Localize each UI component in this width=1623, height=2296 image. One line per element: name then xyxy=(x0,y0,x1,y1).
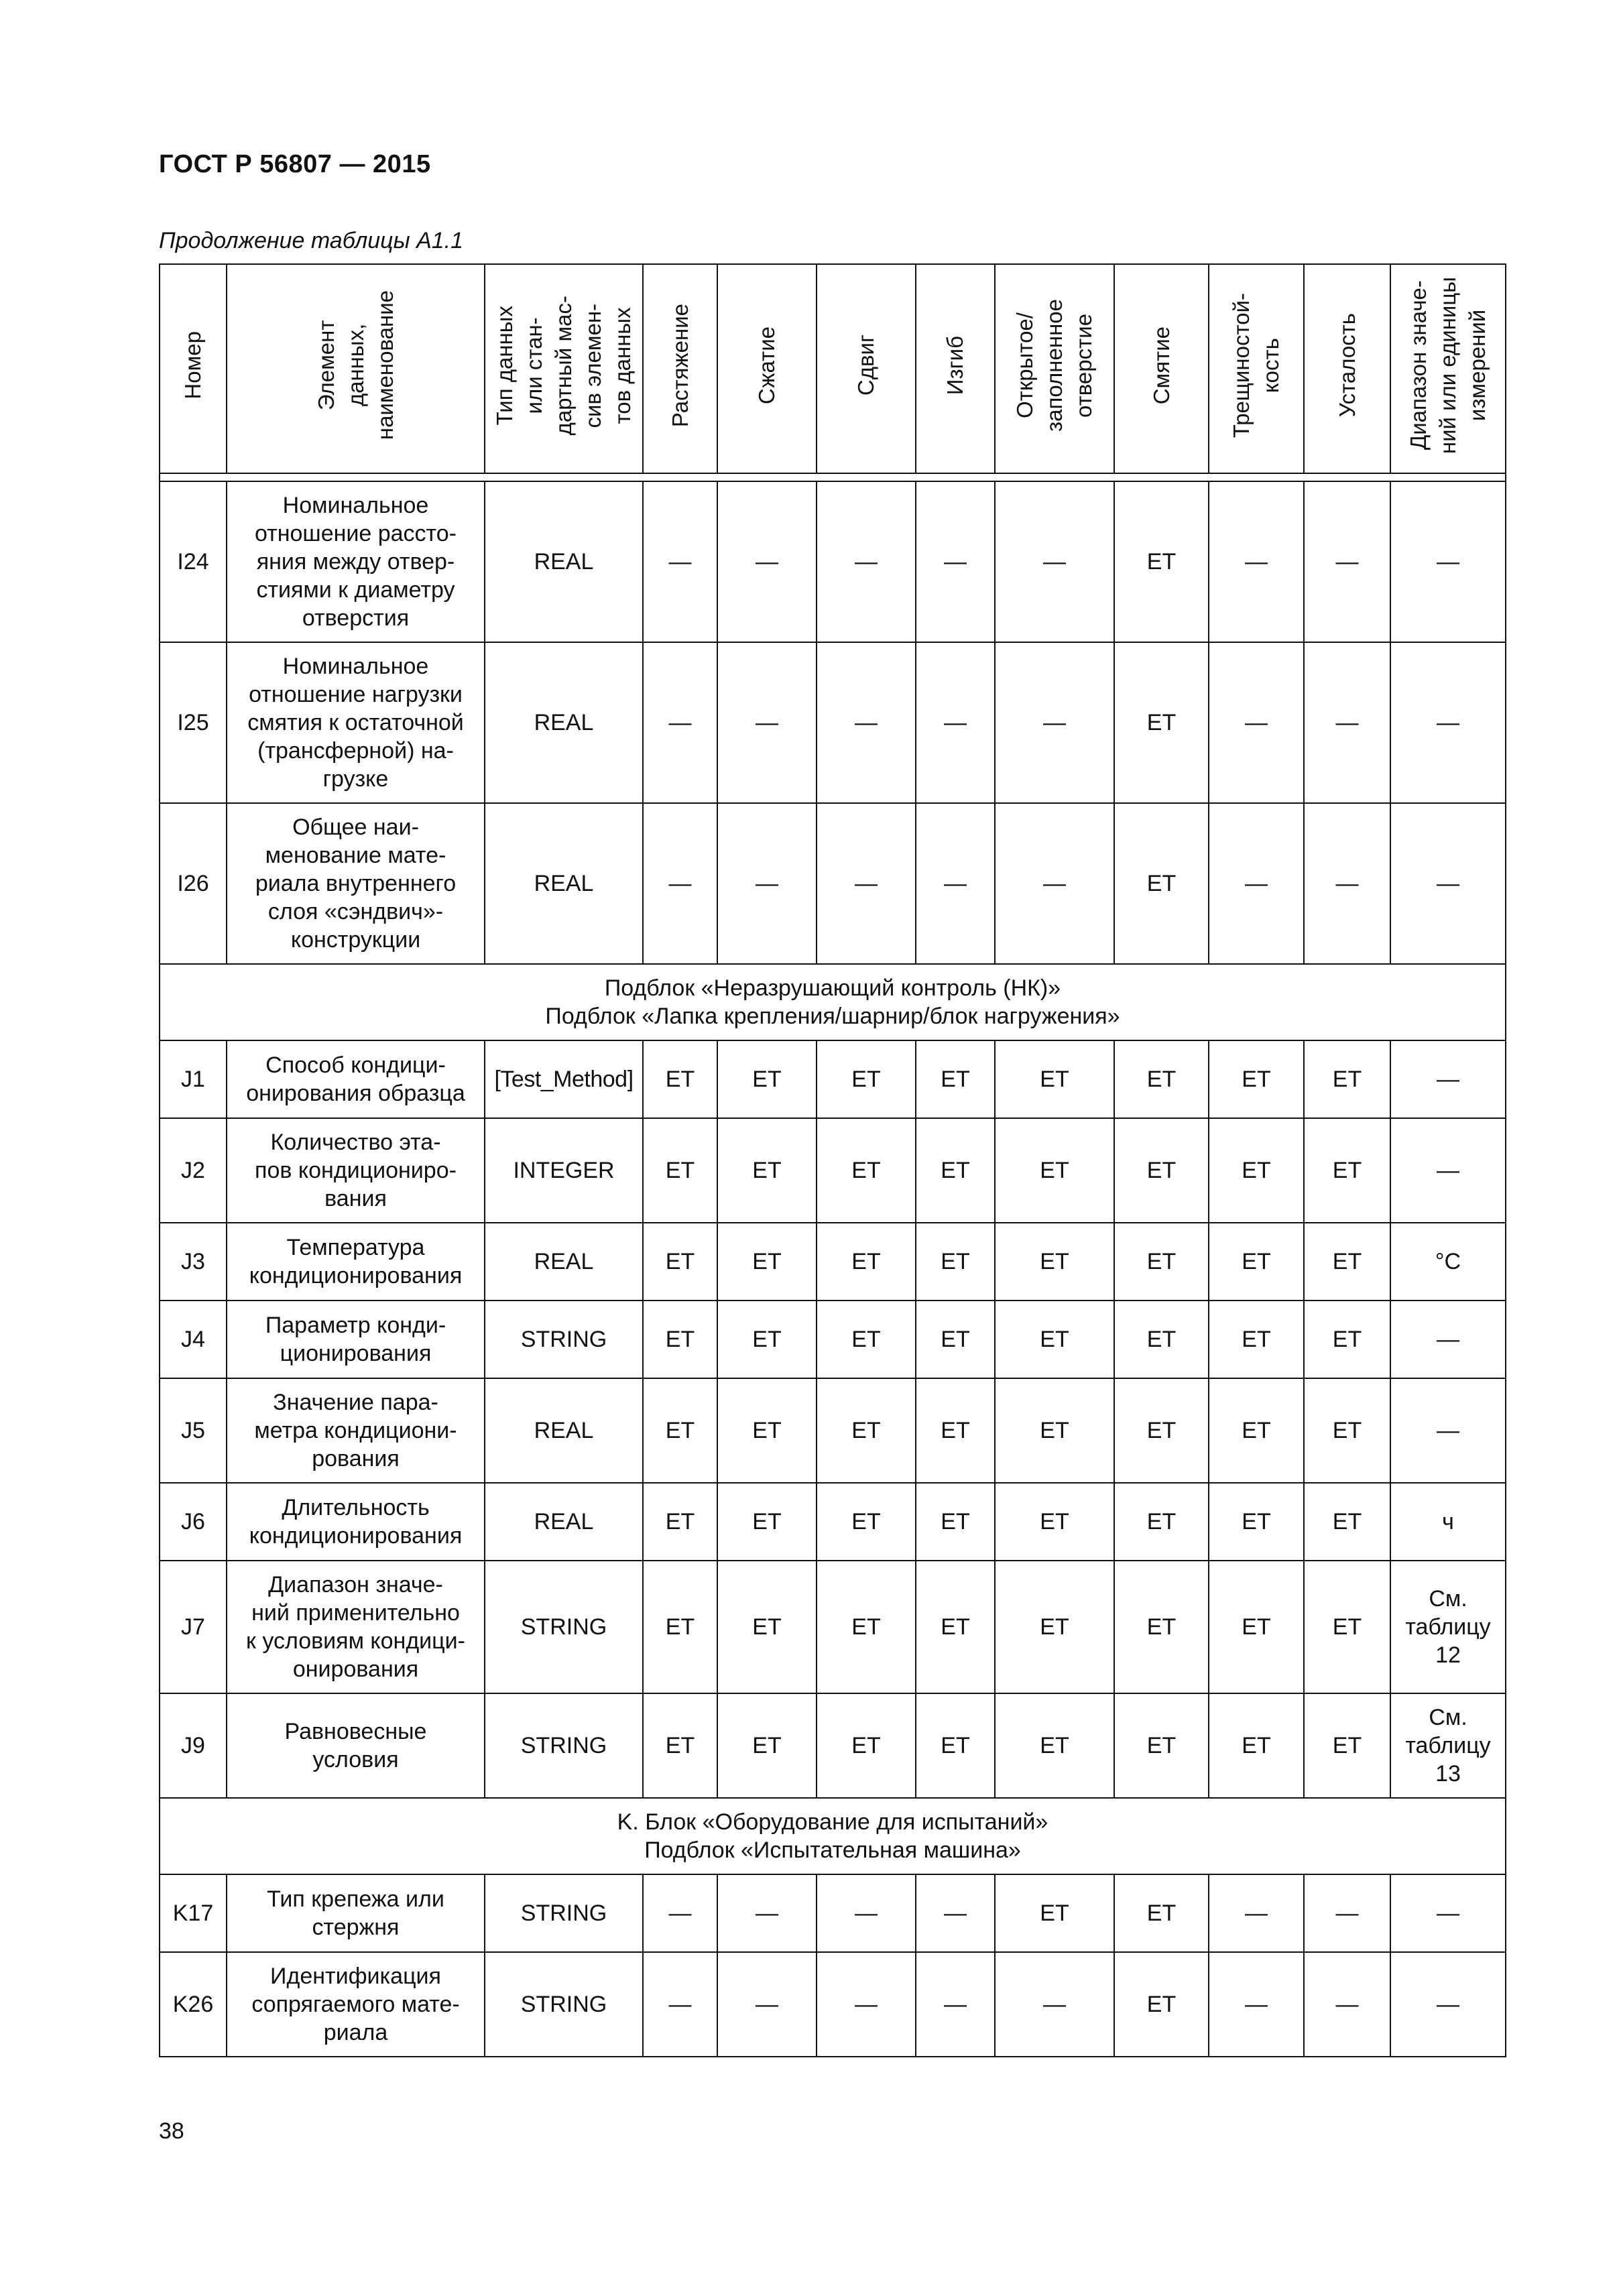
test-cell: ET xyxy=(717,1693,817,1798)
test-cell: — xyxy=(1304,803,1390,964)
test-cell: ET xyxy=(817,1223,916,1301)
column-header xyxy=(227,264,485,473)
row-number: J9 xyxy=(160,1693,227,1798)
row-number: J7 xyxy=(160,1561,227,1693)
test-cell: ET xyxy=(817,1378,916,1483)
test-cell: ET xyxy=(643,1040,717,1118)
test-cell: ET xyxy=(1114,803,1209,964)
test-cell: ET xyxy=(916,1223,995,1301)
column-header xyxy=(1304,264,1390,473)
test-cell: ET xyxy=(1209,1040,1304,1118)
row-number: J1 xyxy=(160,1040,227,1118)
row-number: J6 xyxy=(160,1483,227,1561)
test-cell: — xyxy=(1209,642,1304,803)
test-cell: ET xyxy=(717,1118,817,1223)
test-cell: ET xyxy=(643,1118,717,1223)
test-cell: — xyxy=(916,803,995,964)
section-row xyxy=(160,964,1506,1040)
column-header xyxy=(1390,264,1506,473)
row-number: K17 xyxy=(160,1874,227,1952)
test-cell: ET xyxy=(1114,1378,1209,1483)
column-header-label: Усталость xyxy=(1334,313,1360,418)
element-name: Диапазон значе- ний применительно к условиям кондици- онирования xyxy=(227,1561,485,1693)
test-cell: ET xyxy=(1304,1483,1390,1561)
test-cell: ET xyxy=(1209,1378,1304,1483)
test-cell: — xyxy=(1304,642,1390,803)
test-cell: — xyxy=(643,1952,717,2057)
test-cell: ET xyxy=(1304,1301,1390,1378)
data-type: STRING xyxy=(485,1693,643,1798)
test-cell: — xyxy=(817,803,916,964)
test-cell: ET xyxy=(916,1040,995,1118)
test-cell: — xyxy=(995,642,1114,803)
data-type: [Test_Method] xyxy=(485,1040,643,1118)
test-cell: — xyxy=(916,481,995,642)
data-type: STRING xyxy=(485,1561,643,1693)
element-name: Количество эта- пов кондициониро- вания xyxy=(227,1118,485,1223)
column-header-label: Номер xyxy=(180,331,205,400)
section-row xyxy=(160,1798,1506,1874)
test-cell: — xyxy=(1209,1952,1304,2057)
table-row xyxy=(160,1952,1506,2057)
test-cell: ET xyxy=(817,1118,916,1223)
table-caption: Продолжение таблицы А1.1 xyxy=(159,228,464,253)
column-header xyxy=(995,264,1114,473)
data-type: STRING xyxy=(485,1874,643,1952)
test-cell: ET xyxy=(817,1693,916,1798)
range-cell: — xyxy=(1390,1301,1506,1378)
range-cell: — xyxy=(1390,803,1506,964)
column-header xyxy=(817,264,916,473)
test-cell: ET xyxy=(717,1040,817,1118)
test-cell: ET xyxy=(817,1561,916,1693)
test-cell: — xyxy=(717,481,817,642)
test-cell: ET xyxy=(717,1223,817,1301)
column-header-label: Сжатие xyxy=(754,326,779,405)
range-cell: — xyxy=(1390,481,1506,642)
test-cell: ET xyxy=(643,1378,717,1483)
page-number: 38 xyxy=(159,2118,184,2144)
data-type: STRING xyxy=(485,1301,643,1378)
test-cell: ET xyxy=(1209,1223,1304,1301)
range-cell: См. таблицу 13 xyxy=(1390,1693,1506,1798)
test-cell: ET xyxy=(995,1118,1114,1223)
table-row xyxy=(160,1040,1506,1118)
test-cell: ET xyxy=(817,1483,916,1561)
data-type: REAL xyxy=(485,1378,643,1483)
test-cell: ET xyxy=(995,1483,1114,1561)
element-name: Длительность кондиционирования xyxy=(227,1483,485,1561)
range-cell: См. таблицу 12 xyxy=(1390,1561,1506,1693)
column-header xyxy=(1209,264,1304,473)
range-cell: — xyxy=(1390,1378,1506,1483)
column-header xyxy=(717,264,817,473)
test-cell: ET xyxy=(1114,1301,1209,1378)
data-type: REAL xyxy=(485,642,643,803)
test-cell: — xyxy=(1209,803,1304,964)
column-header xyxy=(916,264,995,473)
column-header-label: Открытое/ заполненное отверстие xyxy=(1012,299,1096,432)
test-cell: — xyxy=(717,1952,817,2057)
table-row xyxy=(160,1693,1506,1798)
test-cell: ET xyxy=(1114,1561,1209,1693)
element-name: Общее наи- менование мате- риала внутреннего слоя «сэндвич»- конструкции xyxy=(227,803,485,964)
test-cell: ET xyxy=(995,1874,1114,1952)
column-header xyxy=(643,264,717,473)
test-cell: ET xyxy=(995,1561,1114,1693)
table-row xyxy=(160,1874,1506,1952)
table-row xyxy=(160,1483,1506,1561)
table-row xyxy=(160,1118,1506,1223)
row-number: J3 xyxy=(160,1223,227,1301)
test-cell: ET xyxy=(643,1301,717,1378)
column-header-label: Растяжение xyxy=(667,303,693,428)
test-cell: ET xyxy=(717,1378,817,1483)
range-cell: ч xyxy=(1390,1483,1506,1561)
test-cell: ET xyxy=(1304,1378,1390,1483)
test-cell: ET xyxy=(1304,1223,1390,1301)
test-cell: — xyxy=(1304,481,1390,642)
test-cell: — xyxy=(995,1952,1114,2057)
row-number: J4 xyxy=(160,1301,227,1378)
column-header-label: Тип данных или стан- дартный мас- сив элемен- тов данных xyxy=(492,295,635,436)
table-row xyxy=(160,803,1506,964)
column-header-label: Диапазон значе- ний или единицы измерений xyxy=(1406,276,1490,455)
test-cell: ET xyxy=(1114,1874,1209,1952)
test-cell: — xyxy=(1304,1874,1390,1952)
row-number: J5 xyxy=(160,1378,227,1483)
test-cell: ET xyxy=(1114,1223,1209,1301)
test-cell: ET xyxy=(916,1118,995,1223)
column-header xyxy=(1114,264,1209,473)
test-cell: — xyxy=(643,642,717,803)
test-cell: ET xyxy=(1114,642,1209,803)
header-separator xyxy=(160,473,1506,481)
test-cell: ET xyxy=(995,1378,1114,1483)
data-table xyxy=(159,263,1506,2057)
column-header-label: Смятие xyxy=(1148,326,1174,405)
test-cell: — xyxy=(1209,481,1304,642)
test-cell: ET xyxy=(643,1483,717,1561)
test-cell: ET xyxy=(1209,1693,1304,1798)
range-cell: — xyxy=(1390,1040,1506,1118)
column-header-label: Элемент данных, наименование xyxy=(313,290,398,440)
test-cell: ET xyxy=(916,1561,995,1693)
element-name: Способ кондици- онирования образца xyxy=(227,1040,485,1118)
range-cell: °C xyxy=(1390,1223,1506,1301)
test-cell: ET xyxy=(1304,1561,1390,1693)
data-type: REAL xyxy=(485,1483,643,1561)
test-cell: ET xyxy=(1304,1118,1390,1223)
test-cell: — xyxy=(1209,1874,1304,1952)
test-cell: — xyxy=(717,803,817,964)
test-cell: ET xyxy=(717,1483,817,1561)
test-cell: ET xyxy=(1114,1118,1209,1223)
row-number: I26 xyxy=(160,803,227,964)
test-cell: ET xyxy=(1209,1301,1304,1378)
table-row xyxy=(160,1561,1506,1693)
test-cell: — xyxy=(916,1952,995,2057)
range-cell: — xyxy=(1390,1874,1506,1952)
test-cell: — xyxy=(717,642,817,803)
test-cell: ET xyxy=(916,1378,995,1483)
test-cell: ET xyxy=(995,1693,1114,1798)
test-cell: ET xyxy=(995,1301,1114,1378)
test-cell: ET xyxy=(1209,1118,1304,1223)
test-cell: — xyxy=(817,481,916,642)
column-header xyxy=(485,264,643,473)
element-name: Номинальное отношение рассто- яния между отвер- стиями к диаметру отверстия xyxy=(227,481,485,642)
test-cell: ET xyxy=(817,1040,916,1118)
element-name: Температура кондиционирования xyxy=(227,1223,485,1301)
test-cell: ET xyxy=(717,1561,817,1693)
test-cell: ET xyxy=(995,1223,1114,1301)
test-cell: ET xyxy=(916,1483,995,1561)
test-cell: — xyxy=(916,1874,995,1952)
test-cell: ET xyxy=(643,1561,717,1693)
element-name: Идентификация сопрягаемого мате- риала xyxy=(227,1952,485,2057)
element-name: Значение пара- метра кондициони- рования xyxy=(227,1378,485,1483)
test-cell: ET xyxy=(643,1693,717,1798)
column-header-label: Сдвиг xyxy=(853,335,878,396)
test-cell: — xyxy=(643,481,717,642)
element-name: Параметр конди- ционирования xyxy=(227,1301,485,1378)
test-cell: ET xyxy=(1304,1693,1390,1798)
range-cell: — xyxy=(1390,642,1506,803)
test-cell: — xyxy=(817,642,916,803)
data-type: REAL xyxy=(485,803,643,964)
test-cell: ET xyxy=(916,1301,995,1378)
table-row xyxy=(160,642,1506,803)
row-number: I25 xyxy=(160,642,227,803)
table-row xyxy=(160,481,1506,642)
test-cell: ET xyxy=(643,1223,717,1301)
test-cell: — xyxy=(995,481,1114,642)
test-cell: ET xyxy=(1304,1040,1390,1118)
data-type: REAL xyxy=(485,1223,643,1301)
test-cell: ET xyxy=(817,1301,916,1378)
test-cell: — xyxy=(643,1874,717,1952)
element-name: Тип крепежа или стержня xyxy=(227,1874,485,1952)
data-type: REAL xyxy=(485,481,643,642)
section-title: K. Блок «Оборудование для испытаний» Подблок «Испытательная машина» xyxy=(160,1798,1506,1874)
test-cell: — xyxy=(643,803,717,964)
header-row xyxy=(160,264,1506,473)
test-cell: ET xyxy=(1114,481,1209,642)
range-cell: — xyxy=(1390,1118,1506,1223)
table-row xyxy=(160,1378,1506,1483)
test-cell: ET xyxy=(1114,1483,1209,1561)
row-number: K26 xyxy=(160,1952,227,2057)
test-cell: ET xyxy=(1114,1040,1209,1118)
test-cell: ET xyxy=(717,1301,817,1378)
document-title: ГОСТ Р 56807 — 2015 xyxy=(159,150,431,178)
column-header-label: Изгиб xyxy=(943,335,967,396)
test-cell: — xyxy=(817,1952,916,2057)
test-cell: ET xyxy=(1209,1483,1304,1561)
test-cell: — xyxy=(995,803,1114,964)
table-row xyxy=(160,1223,1506,1301)
row-number: J2 xyxy=(160,1118,227,1223)
test-cell: ET xyxy=(995,1040,1114,1118)
test-cell: ET xyxy=(1114,1693,1209,1798)
test-cell: ET xyxy=(1209,1561,1304,1693)
row-number: I24 xyxy=(160,481,227,642)
column-header-label: Трещиностой- кость xyxy=(1229,292,1283,438)
element-name: Равновесные условия xyxy=(227,1693,485,1798)
table-row xyxy=(160,1301,1506,1378)
test-cell: — xyxy=(817,1874,916,1952)
test-cell: — xyxy=(717,1874,817,1952)
test-cell: ET xyxy=(1114,1952,1209,2057)
test-cell: — xyxy=(916,642,995,803)
table-body xyxy=(160,473,1506,2057)
section-title: Подблок «Неразрушающий контроль (НК)» Подблок «Лапка крепления/шарнир/блок нагружения» xyxy=(160,964,1506,1040)
range-cell: — xyxy=(1390,1952,1506,2057)
element-name: Номинальное отношение нагрузки смятия к остаточной (трансферной) на- грузке xyxy=(227,642,485,803)
test-cell: ET xyxy=(916,1693,995,1798)
data-type: STRING xyxy=(485,1952,643,2057)
data-type: INTEGER xyxy=(485,1118,643,1223)
test-cell: — xyxy=(1304,1952,1390,2057)
column-header xyxy=(160,264,227,473)
